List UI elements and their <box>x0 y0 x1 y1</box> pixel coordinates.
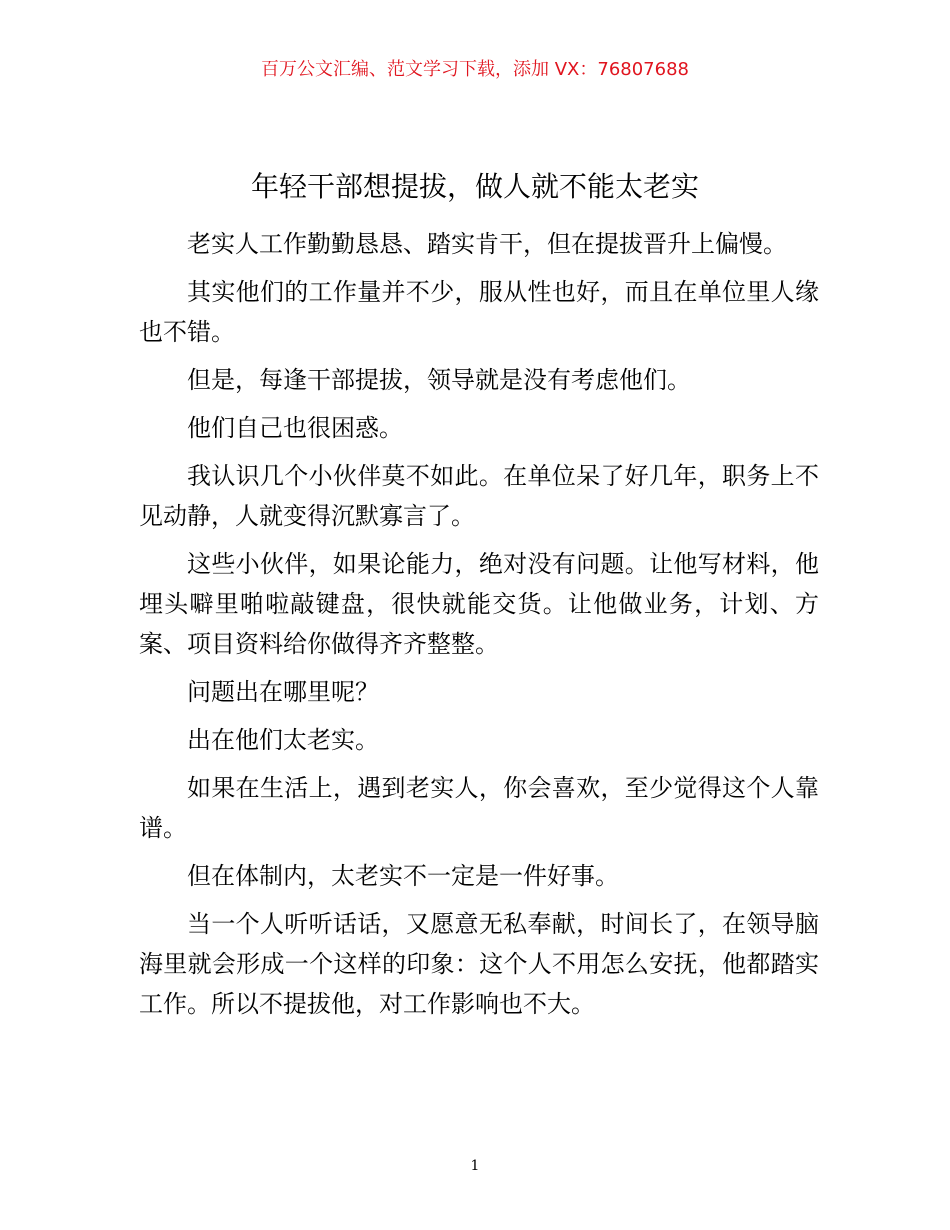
paragraph: 我认识几个小伙伴莫不如此。在单位呆了好几年，职务上不见动静，人就变得沉默寡言了。 <box>139 462 819 530</box>
page-title: 年轻干部想提拔，做人就不能太老实 <box>250 170 699 203</box>
header-watermark-text: 百万公文汇编、范文学习下载，添加 VX：76807688 <box>261 59 689 80</box>
paragraph: 这些小伙伴，如果论能力，绝对没有问题。让他写材料，他埋头噼里啪啦敲键盘，很快就能交货。让他做业务，计划、方案、项目资料给你做得齐齐整整。 <box>139 550 819 658</box>
paragraph: 他们自己也很困惑。 <box>187 414 403 442</box>
paragraph: 问题出在哪里呢？ <box>187 678 379 706</box>
page-number: 1 <box>470 1158 480 1174</box>
paragraph: 但在体制内，太老实不一定是一件好事。 <box>187 862 619 890</box>
paragraph: 其实他们的工作量并不少，服从性也好，而且在单位里人缘也不错。 <box>139 278 819 346</box>
paragraph: 出在他们太老实。 <box>187 726 379 754</box>
paragraph: 当一个人听听话话，又愿意无私奉献，时间长了，在领导脑海里就会形成一个这样的印象：这个人不用怎么安抚，他都踏实工作。所以不提拔他，对工作影响也不大。 <box>139 910 819 1018</box>
document-body <box>139 224 819 1032</box>
paragraph: 但是，每逢干部提拔，领导就是没有考虑他们。 <box>187 366 691 394</box>
paragraph: 老实人工作勤勤恳恳、踏实肯干，但在提拔晋升上偏慢。 <box>187 230 787 258</box>
paragraph: 如果在生活上，遇到老实人，你会喜欢，至少觉得这个人靠谱。 <box>139 774 819 842</box>
